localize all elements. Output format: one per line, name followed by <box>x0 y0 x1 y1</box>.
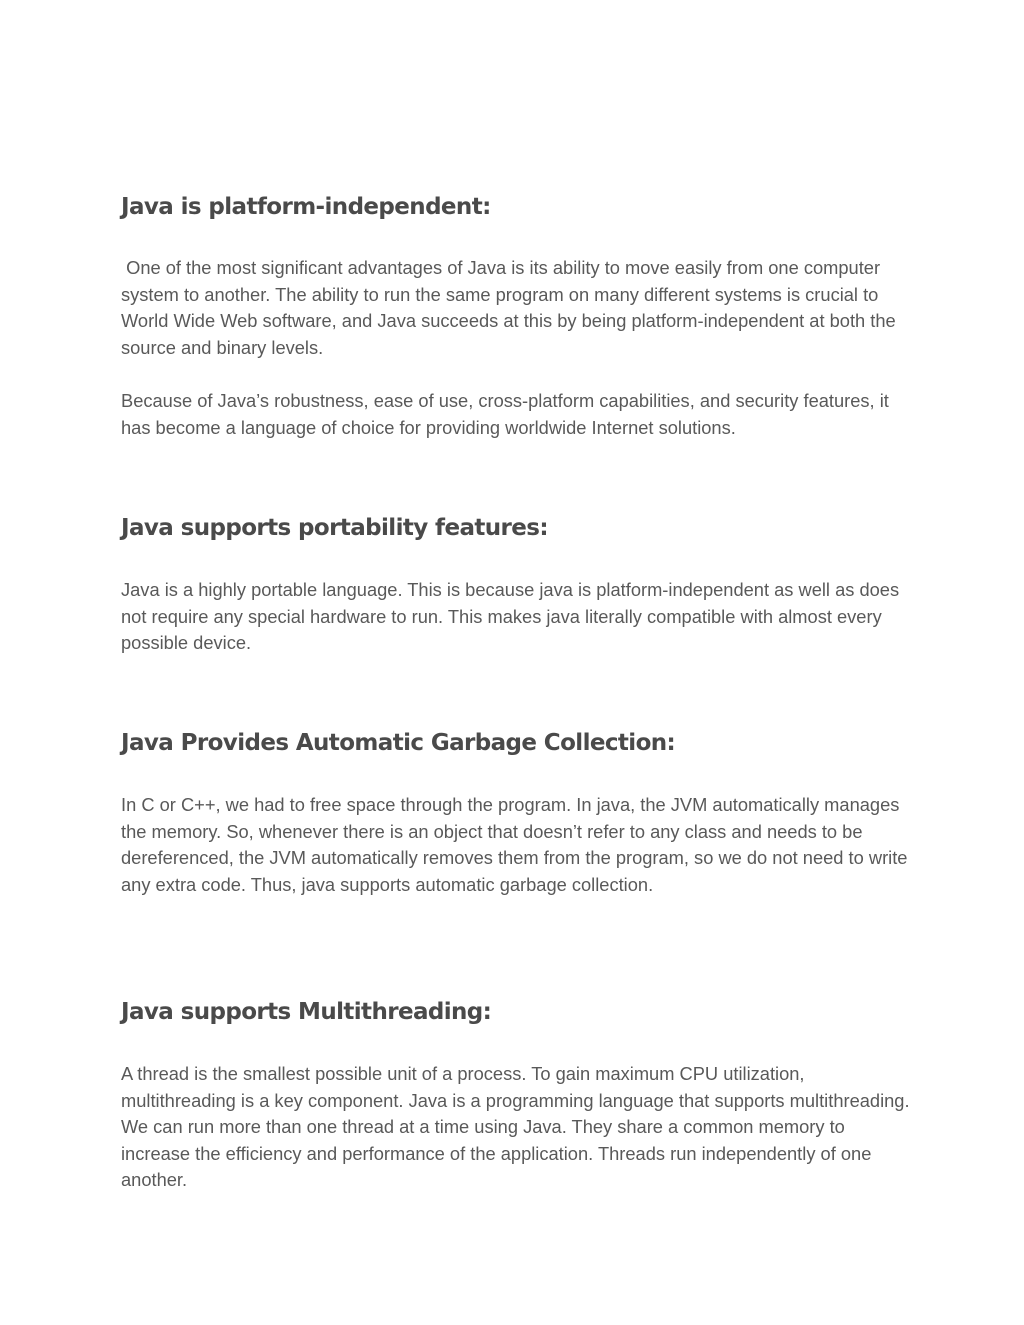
section-paragraph-multithreading: A thread is the smallest possible unit of a process. To gain maximum CPU utilization, multithreading is a key component. Java is a programming language that supports multithreading. We can run more than one thread at a time using Java. They share a common memory to increase the efficiency and performance of the application. Threads run independently of one another. <box>121 1063 910 1191</box>
section-heading-portability: Java supports portability features: <box>121 515 548 541</box>
section-heading-platform-independent: Java is platform-independent: <box>121 194 491 220</box>
section-heading-multithreading: Java supports Multithreading: <box>121 999 492 1025</box>
section-paragraph-platform-independent-1: One of the most significant advantages of Java is its ability to move easily from one computer system to another. The ability to run the same program on many different systems is crucial to World Wide Web software, and Java succeeds at this by being platform-independent at both the source and binary levels. <box>121 257 901 358</box>
section-paragraph-garbage-collection: In C or C++, we had to free space through the program. In java, the JVM automatically manages the memory. So, whenever there is an object that doesn’t refer to any class and needs to be dereferenced, the JVM automatically removes them from the program, so we do not need to write any extra code. Thus, java supports automatic garbage collection. <box>121 794 908 895</box>
section-heading-garbage-collection: Java Provides Automatic Garbage Collection: <box>121 730 676 756</box>
section-paragraph-platform-independent-2: Because of Java’s robustness, ease of use, cross-platform capabilities, and security features, it has become a language of choice for providing worldwide Internet solutions. <box>121 390 889 438</box>
section-paragraph-portability: Java is a highly portable language. This is because java is platform-independent as well as does not require any special hardware to run. This makes java literally compatible with almost every possible device. <box>121 579 900 654</box>
